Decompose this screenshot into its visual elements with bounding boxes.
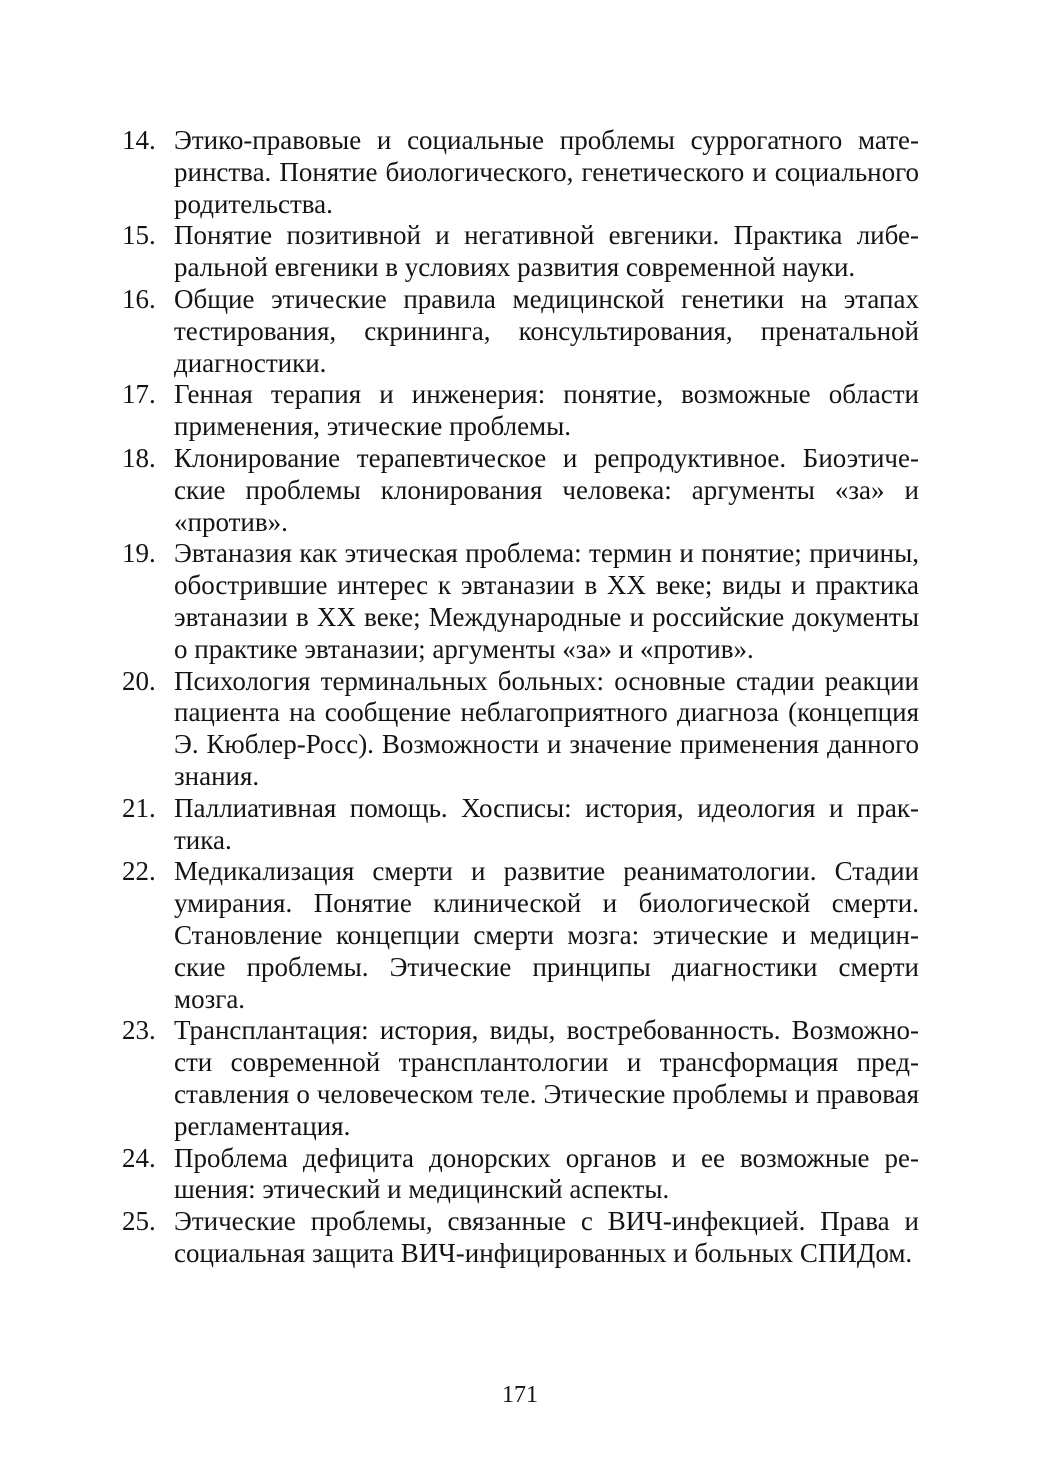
list-item	[122, 856, 919, 1015]
item-text: Клонирование терапевтическое и репродуктивное. Биоэтические проблемы клонирования человека: аргументы «за» и «против».	[174, 442, 919, 537]
item-number: 24.	[122, 1142, 156, 1173]
list-item	[122, 1206, 919, 1270]
item-text: Понятие позитивной и негативной евгеники. Практика либеральной евгеники в условиях развития современной науки.	[174, 220, 919, 283]
item-number: 17.	[122, 379, 156, 410]
item-text: Трансплантация: история, виды, востребованность. Возможности современной трансплантологии и трансформация представления о человеческом теле. Этические проблемы и правовая регламентация.	[174, 1015, 919, 1141]
list-item	[122, 379, 919, 443]
item-number: 18.	[122, 442, 156, 473]
item-number: 19.	[122, 538, 156, 569]
item-number: 16.	[122, 283, 156, 314]
question-list	[122, 125, 919, 1270]
list-item	[122, 443, 919, 538]
list-item	[122, 1143, 919, 1207]
item-number: 25.	[122, 1206, 156, 1237]
item-text: Этические проблемы, связанные с ВИЧ-инфекцией. Права и социальная защита ВИЧ-инфицированных и больных СПИДом.	[174, 1206, 919, 1268]
list-item	[122, 125, 919, 220]
list-item	[122, 1015, 919, 1142]
item-number: 14.	[122, 125, 156, 155]
item-text: Этико-правовые и социальные проблемы суррогатного материнства. Понятие биологического, генетического и социального родительства.	[174, 125, 919, 219]
item-text: Медикализация смерти и развитие реаниматологии. Стадии умирания. Понятие клинической и биологической смерти. Становление концепции смерти мозга: этические и медицинские проблемы. Этические принципы диагностики смерти мозга.	[174, 856, 919, 1014]
list-item	[122, 284, 919, 379]
list-item	[122, 220, 919, 284]
item-number: 21.	[122, 792, 156, 823]
list-item	[122, 538, 919, 665]
item-number: 22.	[122, 856, 156, 887]
item-number: 15.	[122, 220, 156, 251]
item-text: Генная терапия и инженерия: понятие, возможные области применения, этические проблемы.	[174, 379, 919, 442]
list-item	[122, 666, 919, 793]
item-text: Паллиативная помощь. Хосписы: история, идеология и практика.	[174, 792, 919, 855]
item-text: Эвтаназия как этическая проблема: термин и понятие; причины, обострившие интерес к эвтаназии в XX веке; виды и практика эвтаназии в XX веке; Международные и российские документы о практике эвтаназии; аргументы «за» и «против».	[174, 538, 919, 664]
page-number: 171	[502, 1382, 538, 1408]
item-text: Психология терминальных больных: основные стадии реакции пациента на сообщение неблагоприятного диагноза (концепция Э. Кюблер-Росс). Возможности и значение применения данного знания.	[174, 665, 919, 791]
item-number: 20.	[122, 665, 156, 696]
item-text: Общие этические правила медицинской генетики на этапах тестирования, скрининга, консультирования, пренатальной диагностики.	[174, 283, 919, 378]
item-number: 23.	[122, 1015, 156, 1046]
item-text: Проблема дефицита донорских органов и ее возможные решения: этический и медицинский аспекты.	[174, 1142, 919, 1205]
list-item	[122, 793, 919, 857]
